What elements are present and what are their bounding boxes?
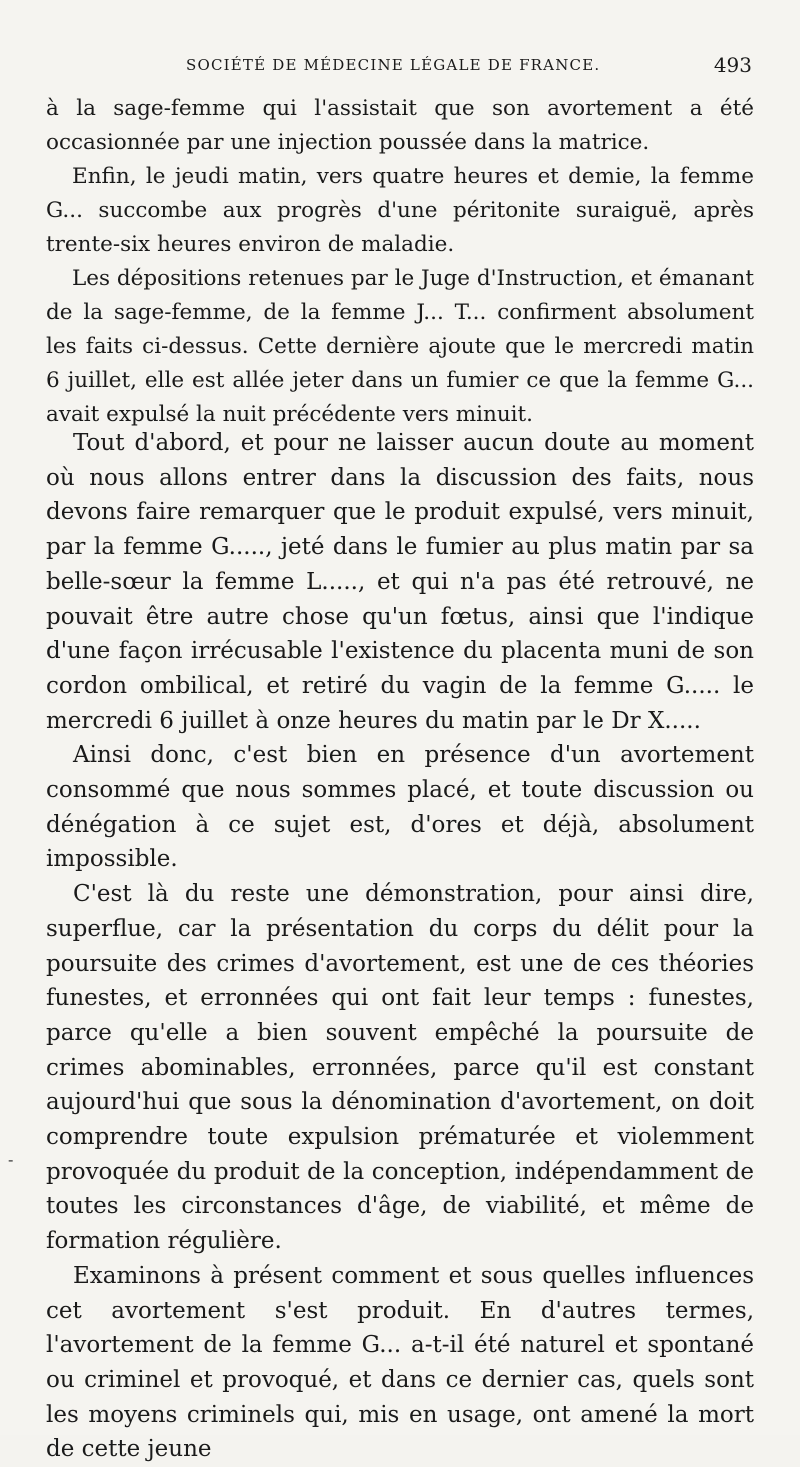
paragraph: C'est là du reste une démonstration, pour ainsi dire, superflue, car la présentation du corps du délit pour la poursuite des crimes d'avortement, est une de ces théories funestes, et erronnées qui ont fait leur temps : funestes, parce qu'elle a bien souvent empêché la poursuite de crimes abominables, erronnées, parce qu'il est constant aujourd'hui que sous la dénomination d'avortement, on doit comprendre toute expulsion prématurée et violemment provoquée du produit de la conception, indépendamment de toutes les circonstances d'âge, de viabilité, et même de formation régulière. bbox=[46, 881, 754, 1255]
paragraph: Examinons à présent comment et sous quelles influences cet avortement s'est produit. En d'autres termes, l'avortement de la femme G... a-t-il été naturel et spontané ou criminel et provoqué, et dans ce dernier cas, quels sont les moyens criminels qui, mis en usage, ont amené la mort de cette jeune bbox=[46, 1262, 754, 1463]
page-number: 493 bbox=[713, 53, 752, 77]
text-block-main bbox=[46, 426, 754, 1467]
paragraph: Les dépositions retenues par le Juge d'Instruction, et émanant de la sage-femme, de la femme J... T... confirment absolument les faits ci-dessus. Cette dernière ajoute que le mercredi matin 6 juillet, elle est allée jeter dans un fumier ce que la femme G... avait expulsé la nuit précédente vers minuit. bbox=[46, 266, 754, 427]
running-head: SOCIÉTÉ DE MÉDECINE LÉGALE DE FRANCE. bbox=[186, 56, 601, 74]
paragraph: Ainsi donc, c'est bien en présence d'un avortement consommé que nous sommes placé, et toute discussion ou dénégation à ce sujet est, d'ores et déjà, absolument impossible. bbox=[46, 742, 754, 873]
margin-mark: - bbox=[8, 1150, 14, 1169]
text-block-top bbox=[46, 92, 754, 432]
paragraph: Tout d'abord, et pour ne laisser aucun doute au moment où nous allons entrer dans la discussion des faits, nous devons faire remarquer que le produit expulsé, vers minuit, par la femme G....., jeté dans le fumier au plus matin par sa belle-sœur la femme L....., et qui n'a pas été retrouvé, ne pouvait être autre chose qu'un fœtus, ainsi que l'indique d'une façon irrécusable l'existence du placenta muni de son cordon ombilical, et retiré du vagin de la femme G..... le mercredi 6 juillet à onze heures du matin par le Dr X..... bbox=[46, 430, 754, 734]
paragraph: Enfin, le jeudi matin, vers quatre heures et demie, la femme G... succombe aux progrès d'une péritonite suraiguë, après trente-six heures environ de maladie. bbox=[46, 164, 754, 257]
paragraph: à la sage-femme qui l'assistait que son avortement a été occasionnée par une injection poussée dans la matrice. bbox=[46, 96, 754, 155]
page-header bbox=[46, 53, 752, 86]
